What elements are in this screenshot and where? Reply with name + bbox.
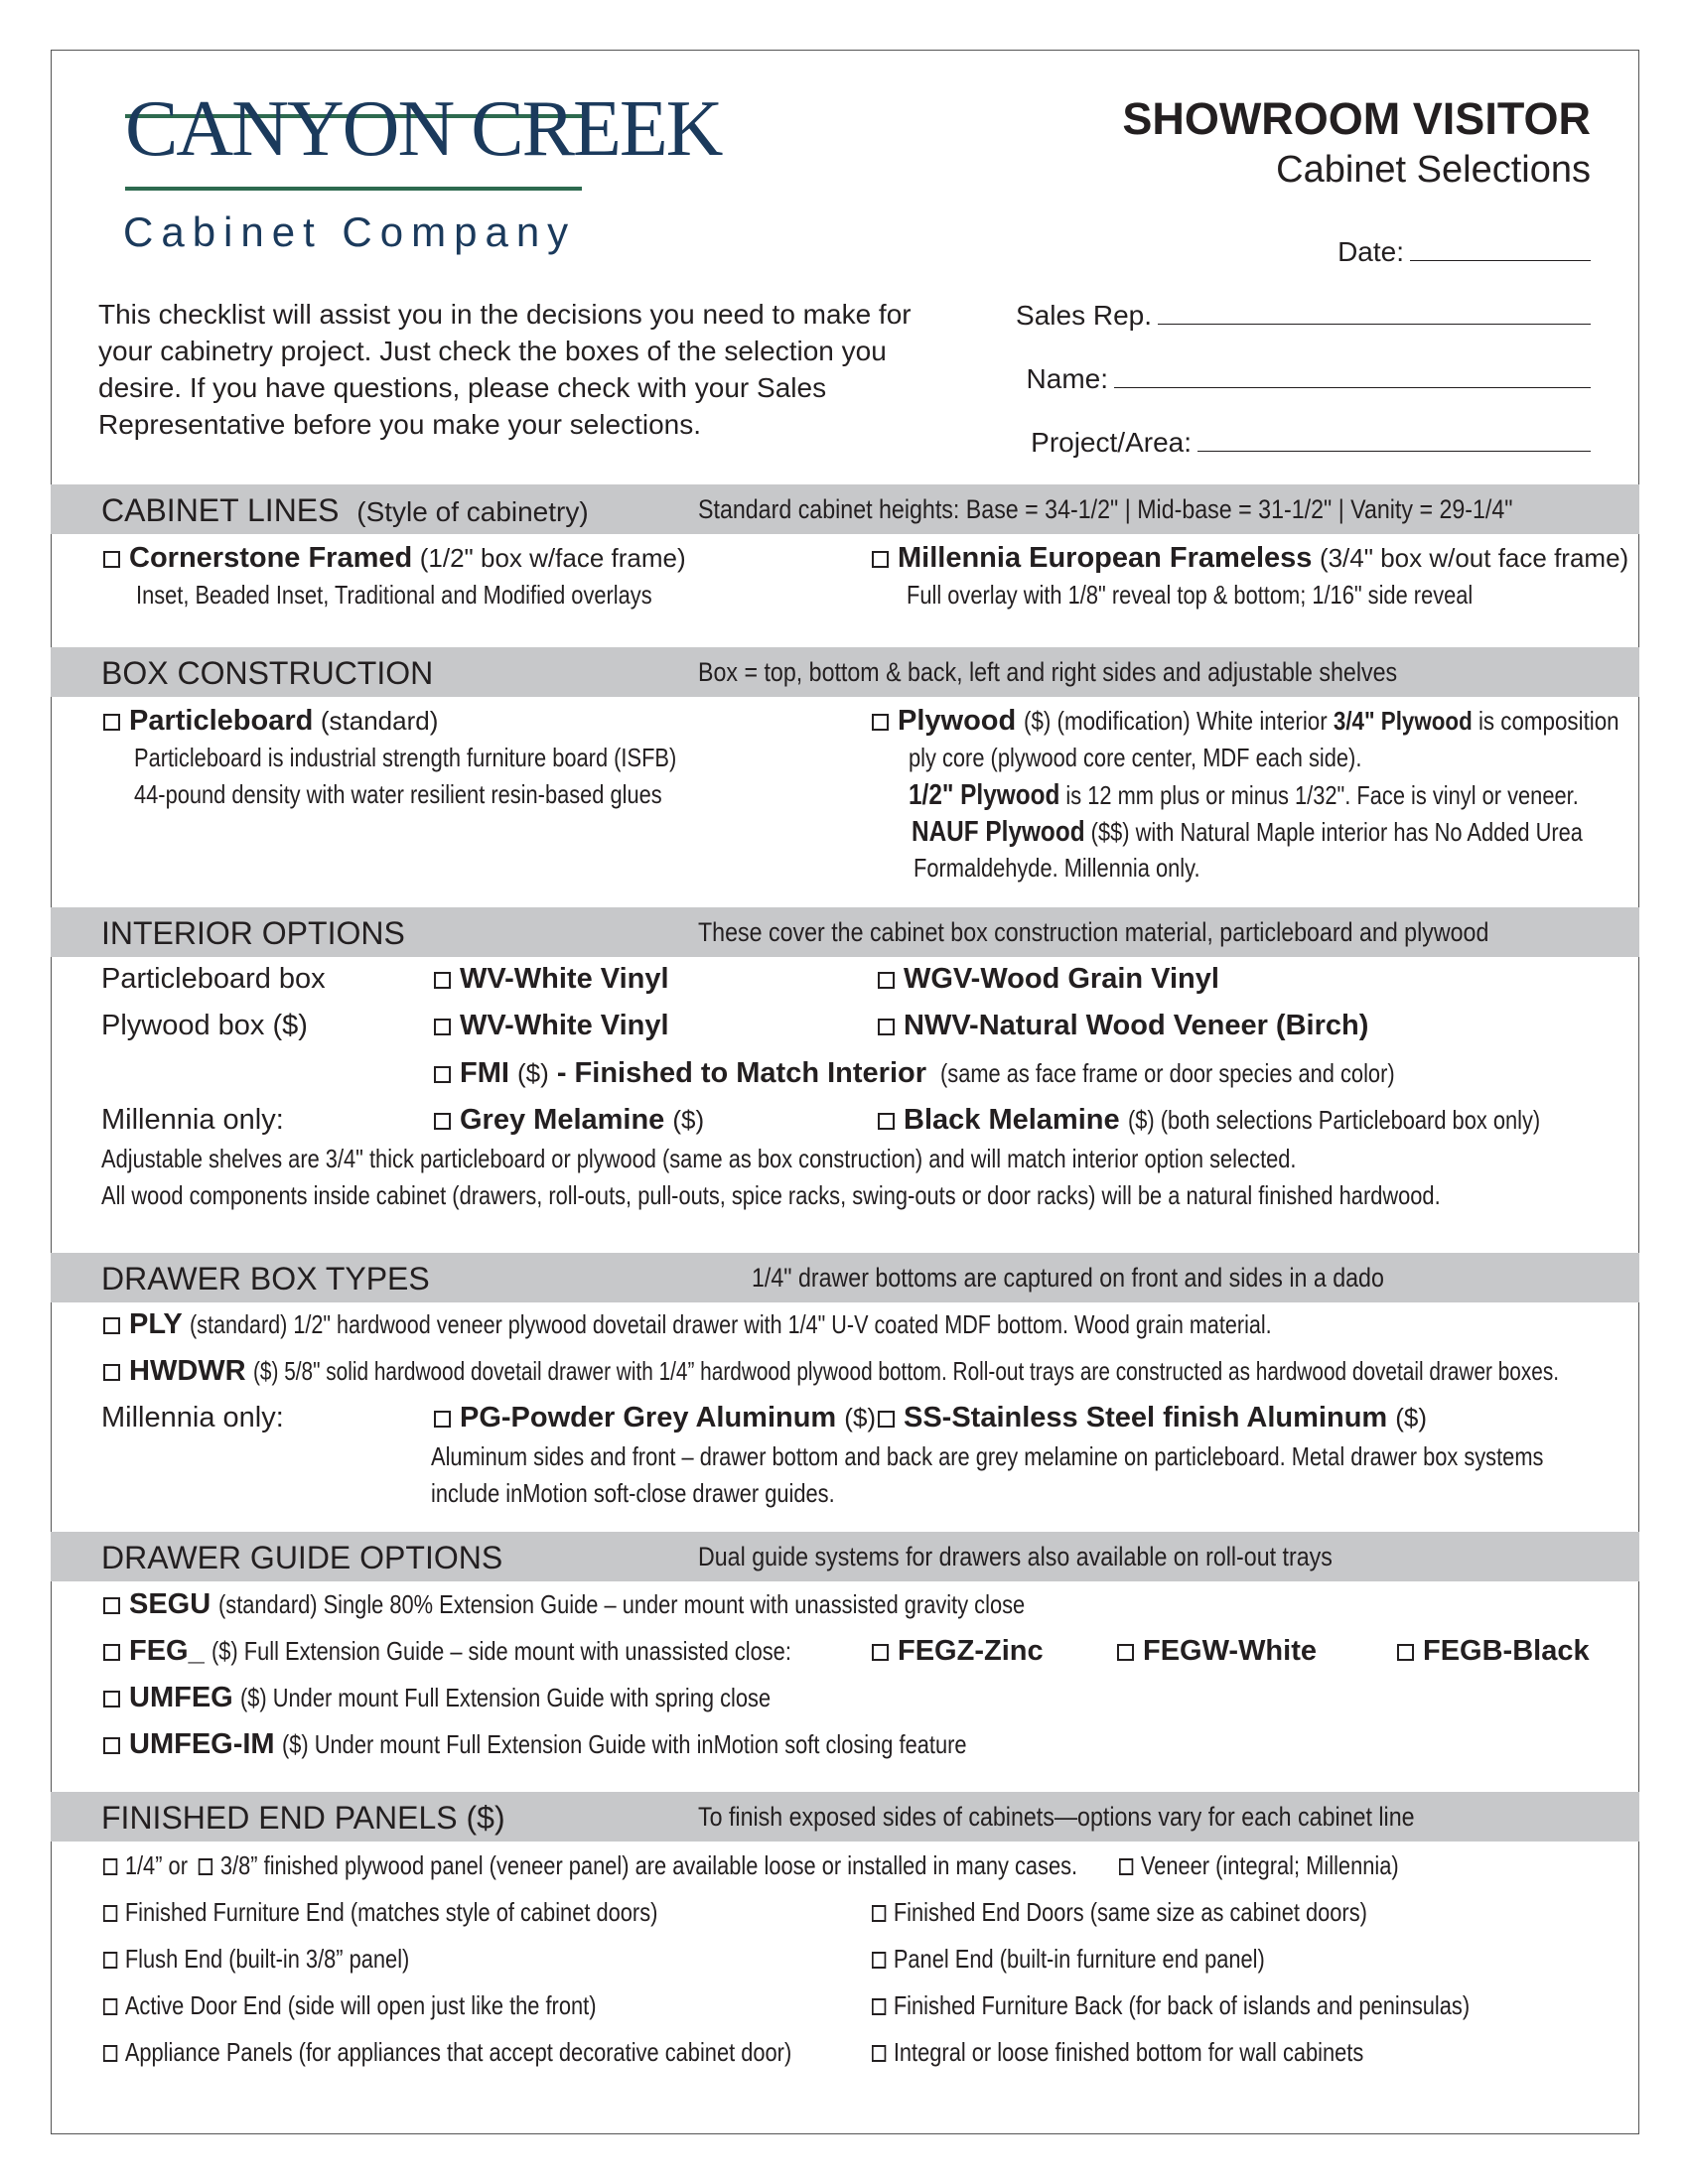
option-name: Grey Melamine (460, 1104, 665, 1136)
option-ply[interactable] (103, 1308, 1493, 1341)
option-fegz[interactable] (872, 1635, 1044, 1668)
section-note: Box = top, bottom & back, left and right sides and adjustable shelves (698, 657, 1398, 687)
option-name: Black Melamine (904, 1104, 1120, 1136)
sales-rep-field[interactable] (1016, 300, 1591, 332)
option-finished-furniture-end[interactable] (103, 1897, 764, 1928)
option-name: UMFEG-IM (129, 1728, 275, 1760)
option-pg[interactable] (434, 1402, 876, 1434)
option-active-door-end[interactable] (103, 1990, 690, 2021)
option-name: PLY (129, 1308, 183, 1340)
option-umfeg[interactable] (103, 1682, 872, 1714)
option-detail: (standard) 1/2" hardwood veneer plywood dovetail drawer with 1/4" U-V coated MDF bottom. Wood grain material. (190, 1309, 1272, 1339)
subtext-bold: 1/2" Plywood (909, 779, 1060, 811)
option-name: SEGU (129, 1588, 211, 1620)
option-subtext (136, 580, 751, 611)
option-segu[interactable] (103, 1588, 1179, 1621)
date-label: Date: (1337, 236, 1404, 267)
interior-note-2 (101, 1180, 1688, 1211)
option-finished-plywood-panel[interactable] (103, 1850, 1263, 1881)
option-subtext (909, 743, 1448, 773)
option-name: UMFEG (129, 1682, 233, 1713)
section-note: To finish exposed sides of cabinets—options vary for each cabinet line (698, 1802, 1415, 1832)
checkbox-quarter[interactable] (103, 1858, 117, 1875)
intro-text: This checklist will assist you in the decisions you need to make for your cabinetry project. Just check the boxes of the selection you desire. If you have questions, please check with your Sales Representative before you make your selections. (98, 299, 912, 440)
option-detail: ($) Under mount Full Extension Guide with inMotion soft closing feature (282, 1729, 967, 1759)
option-name: HWDWR (129, 1355, 246, 1387)
option-name: FEGB-Black (1423, 1635, 1590, 1667)
option-grey-melamine[interactable] (434, 1104, 704, 1137)
option-particleboard[interactable] (103, 705, 438, 738)
option-name: PG-Powder Grey Aluminum (460, 1402, 837, 1433)
logo-rule-bottom (125, 187, 582, 191)
checkbox[interactable] (103, 714, 120, 731)
subtext-bold: NAUF Plywood (912, 816, 1085, 848)
option-fegw[interactable] (1117, 1635, 1317, 1668)
option-black-melamine[interactable] (878, 1104, 1618, 1137)
option-millennia-frameless[interactable] (872, 542, 1628, 575)
option-name: WGV-Wood Grain Vinyl (904, 963, 1219, 995)
option-veneer[interactable] (1119, 1850, 1452, 1881)
option-wv-plywood[interactable] (434, 1010, 669, 1042)
option-finished-end-doors[interactable] (872, 1897, 1462, 1928)
section-note: 1/4" drawer bottoms are captured on front and sides in a dado (752, 1263, 1384, 1293)
option-note: ($) (both selections Particleboard box only) (1127, 1105, 1540, 1135)
option-detail: is composition (1477, 706, 1619, 736)
section-drawer-guide-options (51, 1532, 1639, 1581)
checkbox[interactable] (103, 1737, 120, 1754)
millennia-only-label: Millennia only: (101, 1104, 284, 1136)
checkbox[interactable] (872, 1998, 886, 2015)
option-wv-particleboard[interactable] (434, 963, 669, 996)
plywood-box-label: Plywood box ($) (101, 1010, 308, 1041)
option-detail: ($) 5/8" solid hardwood dovetail drawer with 1/4” hardwood plywood bottom. Roll-out trays are constructed as hardwood dovetail drawer boxes. (253, 1356, 1560, 1386)
option-appliance-panels[interactable] (103, 2037, 922, 2068)
checkbox[interactable] (103, 1317, 120, 1334)
checkbox[interactable] (103, 1905, 117, 1922)
option-fegb[interactable] (1397, 1635, 1590, 1668)
date-field[interactable] (1337, 236, 1591, 268)
checkbox[interactable] (872, 714, 889, 731)
section-cabinet-lines (51, 484, 1639, 534)
option-price: ($) (1395, 1403, 1428, 1433)
option-label: Flush End (built-in 3/8” panel) (124, 1944, 410, 1974)
option-label: Panel End (built-in furniture end panel) (893, 1944, 1265, 1974)
option-name: FEGW-White (1143, 1635, 1317, 1667)
checkbox[interactable] (872, 1905, 886, 1922)
option-name: FEG_ (129, 1635, 205, 1667)
checkbox[interactable] (103, 551, 120, 568)
option-detail: (1/2" box w/face frame) (419, 543, 686, 573)
option-subtext (134, 779, 763, 810)
subtext: 44-pound density with water resilient resin-based glues (134, 779, 662, 809)
subtext: Full overlay with 1/8" reveal top & bottom; 1/16" side reveal (907, 580, 1474, 610)
section-note: Dual guide systems for drawers also available on roll-out trays (698, 1542, 1333, 1571)
section-finished-end-panels (51, 1792, 1639, 1842)
page-subtitle: Cabinet Selections (1276, 149, 1591, 191)
subtext: Particleboard is industrial strength furniture board (ISFB) (134, 743, 677, 772)
page-title: SHOWROOM VISITOR (1122, 93, 1591, 144)
option-name-rest: - Finished to Match Interior (556, 1057, 927, 1089)
option-label: 1/4” or (124, 1850, 188, 1880)
project-area-field[interactable] (1031, 427, 1591, 459)
subtext: Inset, Beaded Inset, Traditional and Modified overlays (136, 580, 652, 610)
option-subtext (907, 580, 1581, 611)
checkbox[interactable] (872, 2045, 886, 2062)
note-text: All wood components inside cabinet (drawers, roll-outs, pull-outs, spice racks, swing-outs or door racks) will be a natural finished hardwood. (101, 1180, 1441, 1210)
option-detail: (standard) (320, 706, 439, 736)
section-heading: DRAWER BOX TYPES (101, 1261, 430, 1297)
checkbox[interactable] (434, 1113, 451, 1130)
subtext: Formaldehyde. Millennia only. (914, 853, 1200, 883)
option-detail: (3/4" box w/out face frame) (1319, 543, 1629, 573)
subtext: ($$) with Natural Maple interior has No Added Urea (1090, 817, 1583, 847)
option-detail: (standard) Single 80% Extension Guide – under mount with unassisted gravity close (217, 1589, 1025, 1619)
checkbox-three-eighths[interactable] (199, 1858, 212, 1875)
option-subtext (134, 743, 779, 773)
name-field[interactable] (1027, 363, 1591, 395)
option-plywood[interactable] (872, 705, 1688, 738)
note-text: Adjustable shelves are 3/4" thick particleboard or plywood (same as box construction) and will match interior option selected. (101, 1144, 1297, 1173)
checkbox[interactable] (103, 1597, 120, 1614)
particleboard-box-label: Particleboard box (101, 963, 326, 995)
section-drawer-box-types (51, 1253, 1639, 1302)
checkbox[interactable] (434, 1411, 451, 1428)
checkbox[interactable] (1117, 1644, 1134, 1661)
project-label: Project/Area: (1031, 427, 1192, 458)
option-label: Finished Furniture Back (for back of islands and peninsulas) (893, 1990, 1471, 2020)
checkbox[interactable] (878, 1019, 895, 1035)
aluminum-note-1 (431, 1441, 1688, 1472)
option-flush-end[interactable] (103, 1944, 468, 1975)
section-heading: CABINET LINES (101, 492, 340, 528)
option-name: SS-Stainless Steel finish Aluminum (904, 1402, 1388, 1433)
option-name: Millennia European Frameless (898, 542, 1313, 574)
option-label: Appliance Panels (for appliances that accept decorative cabinet door) (124, 2037, 792, 2067)
option-label: Finished End Doors (same size as cabinet doors) (893, 1897, 1367, 1927)
option-nwv[interactable] (878, 1010, 1368, 1042)
option-umfeg-im[interactable] (103, 1728, 1097, 1761)
option-ss[interactable] (878, 1402, 1427, 1434)
section-heading: FINISHED END PANELS ($) (101, 1800, 505, 1836)
checkbox[interactable] (1119, 1858, 1133, 1875)
option-panel-end[interactable] (872, 1944, 1339, 1975)
option-name: FEGZ-Zinc (898, 1635, 1044, 1667)
option-name: FMI (460, 1057, 509, 1089)
section-interior-options (51, 907, 1639, 957)
logo-wordmark: CANYON CREEK (125, 85, 722, 173)
section-box-construction (51, 647, 1639, 697)
option-subtext (909, 779, 1688, 812)
option-name: WV-White Vinyl (460, 963, 669, 995)
option-note: (same as face frame or door species and color) (940, 1058, 1395, 1088)
option-detail: ($) (modification) White interior (1023, 706, 1328, 736)
checkbox[interactable] (103, 1644, 120, 1661)
option-label: Finished Furniture End (matches style of cabinet doors) (124, 1897, 658, 1927)
sales-rep-label: Sales Rep. (1016, 300, 1152, 331)
note-text: include inMotion soft-close drawer guides. (431, 1478, 835, 1508)
option-detail: ($) Under mount Full Extension Guide with spring close (240, 1683, 772, 1712)
option-finished-furniture-back[interactable] (872, 1990, 1584, 2021)
millennia-only-label: Millennia only: (101, 1402, 284, 1433)
checkbox[interactable] (878, 1113, 895, 1130)
checkbox[interactable] (103, 1364, 120, 1381)
option-feg[interactable] (103, 1635, 902, 1668)
option-detail-bold: 3/4" Plywood (1333, 706, 1473, 736)
option-hwdwr[interactable] (103, 1355, 1688, 1388)
option-name: WV-White Vinyl (460, 1010, 669, 1041)
option-price: ($) (672, 1105, 705, 1135)
checkbox[interactable] (872, 551, 889, 568)
option-cornerstone-framed[interactable] (103, 542, 686, 575)
checkbox[interactable] (872, 1644, 889, 1661)
note-text: Aluminum sides and front – drawer bottom and back are grey melamine on particleboard. Metal drawer box systems (431, 1441, 1544, 1471)
checkbox[interactable] (872, 1952, 886, 1969)
section-heading-paren: (Style of cabinetry) (356, 496, 589, 527)
option-name: NWV-Natural Wood Veneer (Birch) (904, 1010, 1369, 1041)
option-price: ($) (517, 1058, 549, 1088)
option-name: Particleboard (129, 705, 314, 737)
checkbox[interactable] (434, 972, 451, 989)
option-subtext (914, 853, 1254, 884)
option-price: ($) (844, 1403, 877, 1433)
checkbox[interactable] (434, 1019, 451, 1035)
option-label: Active Door End (side will open just like the front) (124, 1990, 597, 2020)
logo-subtitle: Cabinet Company (123, 208, 577, 255)
option-label: Veneer (integral; Millennia) (1140, 1850, 1399, 1880)
section-heading: DRAWER GUIDE OPTIONS (101, 1540, 503, 1575)
name-label: Name: (1026, 363, 1108, 394)
checkbox[interactable] (103, 1691, 120, 1707)
section-note: These cover the cabinet box construction material, particleboard and plywood (698, 917, 1489, 947)
interior-note-1 (101, 1144, 1524, 1174)
section-heading: BOX CONSTRUCTION (101, 655, 434, 691)
option-label: Integral or loose finished bottom for wall cabinets (893, 2037, 1364, 2067)
checkbox[interactable] (103, 1998, 117, 2015)
subtext: ply core (plywood core center, MDF each side). (909, 743, 1362, 772)
option-integral-bottom[interactable] (872, 2037, 1458, 2068)
aluminum-note-2 (431, 1478, 912, 1509)
option-detail: ($) Full Extension Guide – side mount with unassisted close: (211, 1636, 792, 1666)
option-label: 3/8” finished plywood panel (veneer panel) are available loose or installed in many cases. (219, 1850, 1078, 1880)
option-fmi[interactable] (434, 1057, 1481, 1090)
option-subtext (912, 816, 1688, 849)
checkbox[interactable] (103, 1952, 117, 1969)
subtext: is 12 mm plus or minus 1/32". Face is vinyl or veneer. (1065, 780, 1579, 810)
checkbox[interactable] (878, 1411, 895, 1428)
option-name: Plywood (898, 705, 1017, 737)
option-wgv[interactable] (878, 963, 1219, 996)
section-note: Standard cabinet heights: Base = 34-1/2" | Mid-base = 31-1/2" | Vanity = 29-1/4" (698, 494, 1513, 524)
option-name: Cornerstone Framed (129, 542, 413, 574)
checkbox[interactable] (103, 2045, 117, 2062)
checkbox[interactable] (434, 1066, 451, 1083)
section-heading: INTERIOR OPTIONS (101, 915, 405, 951)
checkbox[interactable] (1397, 1644, 1414, 1661)
checkbox[interactable] (878, 972, 895, 989)
